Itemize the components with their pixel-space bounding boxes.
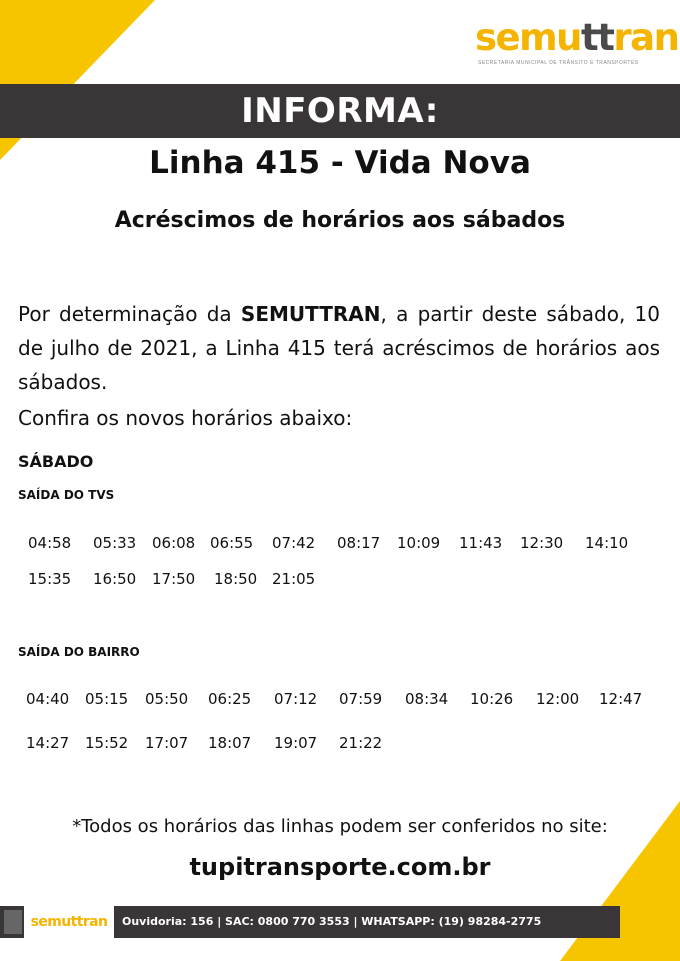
time-cell: 21:05 xyxy=(272,570,316,588)
time-cell: 16:50 xyxy=(93,570,137,588)
semuttran-logo xyxy=(475,16,679,72)
footer-logo: semuttran xyxy=(30,914,108,930)
time-cell: 18:50 xyxy=(214,570,258,588)
time-cell: 12:47 xyxy=(599,690,643,708)
schedule-note: *Todos os horários das linhas podem ser conferidos no site: xyxy=(72,816,608,837)
footer-logo-box xyxy=(24,906,114,938)
time-cell: 05:15 xyxy=(85,690,129,708)
subtitle: Acréscimos de horários aos sábados xyxy=(114,208,566,233)
time-cell: 06:08 xyxy=(152,534,196,552)
website-url: tupitransporte.com.br xyxy=(189,853,491,881)
time-cell: 04:40 xyxy=(26,690,70,708)
time-cell: 15:35 xyxy=(28,570,72,588)
time-cell: 07:42 xyxy=(272,534,316,552)
time-cell: 07:59 xyxy=(339,690,383,708)
time-cell: 17:07 xyxy=(145,734,189,752)
time-cell: 06:55 xyxy=(210,534,254,552)
logo-part-suffix: ran xyxy=(613,16,679,59)
day-label-sabado: SÁBADO xyxy=(18,452,94,471)
confira-text: Confira os novos horários abaixo: xyxy=(18,406,353,430)
time-cell: 05:50 xyxy=(145,690,189,708)
time-cell: 15:52 xyxy=(85,734,129,752)
footer-bar xyxy=(0,906,620,938)
time-cell: 14:10 xyxy=(585,534,629,552)
paragraph-bold-semuttran: SEMUTTRAN xyxy=(240,302,381,326)
time-cell: 04:58 xyxy=(28,534,72,552)
logo-tagline: SECRETARIA MUNICIPAL DE TRÂNSITO E TRANSPORTES xyxy=(478,60,639,66)
line-title: Linha 415 - Vida Nova xyxy=(149,145,531,181)
logo-part-tt: tt xyxy=(581,16,614,59)
time-cell: 08:17 xyxy=(337,534,381,552)
time-cell: 14:27 xyxy=(26,734,70,752)
time-cell: 12:00 xyxy=(536,690,580,708)
time-cell: 06:25 xyxy=(208,690,252,708)
time-cell: 08:34 xyxy=(405,690,449,708)
paragraph-text-end: , a partir deste sábado, 10 de julho de 2021, a Linha 415 terá acréscimos de horários aos sábados. xyxy=(18,302,660,394)
time-cell: 10:26 xyxy=(470,690,514,708)
time-cell: 05:33 xyxy=(93,534,137,552)
logo-part-prefix: semu xyxy=(475,16,582,59)
informa-banner: INFORMA: xyxy=(0,84,680,138)
time-cell: 21:22 xyxy=(339,734,383,752)
time-cell: 07:12 xyxy=(274,690,318,708)
announcement-paragraph xyxy=(18,297,660,399)
time-cell: 10:09 xyxy=(397,534,441,552)
section-label-bairro: SAÍDA DO BAIRRO xyxy=(18,645,140,659)
time-cell: 19:07 xyxy=(274,734,318,752)
footer-square-decoration xyxy=(4,910,22,934)
section-label-tvs: SAÍDA DO TVS xyxy=(18,488,115,502)
logo-wordmark xyxy=(475,16,679,60)
time-cell: 12:30 xyxy=(520,534,564,552)
time-cell: 18:07 xyxy=(208,734,252,752)
footer-contact: Ouvidoria: 156 | SAC: 0800 770 3553 | WHATSAPP: (19) 98284-2775 xyxy=(122,915,542,928)
time-cell: 11:43 xyxy=(459,534,503,552)
paragraph-text-start: Por determinação da xyxy=(18,302,241,326)
time-cell: 17:50 xyxy=(152,570,196,588)
